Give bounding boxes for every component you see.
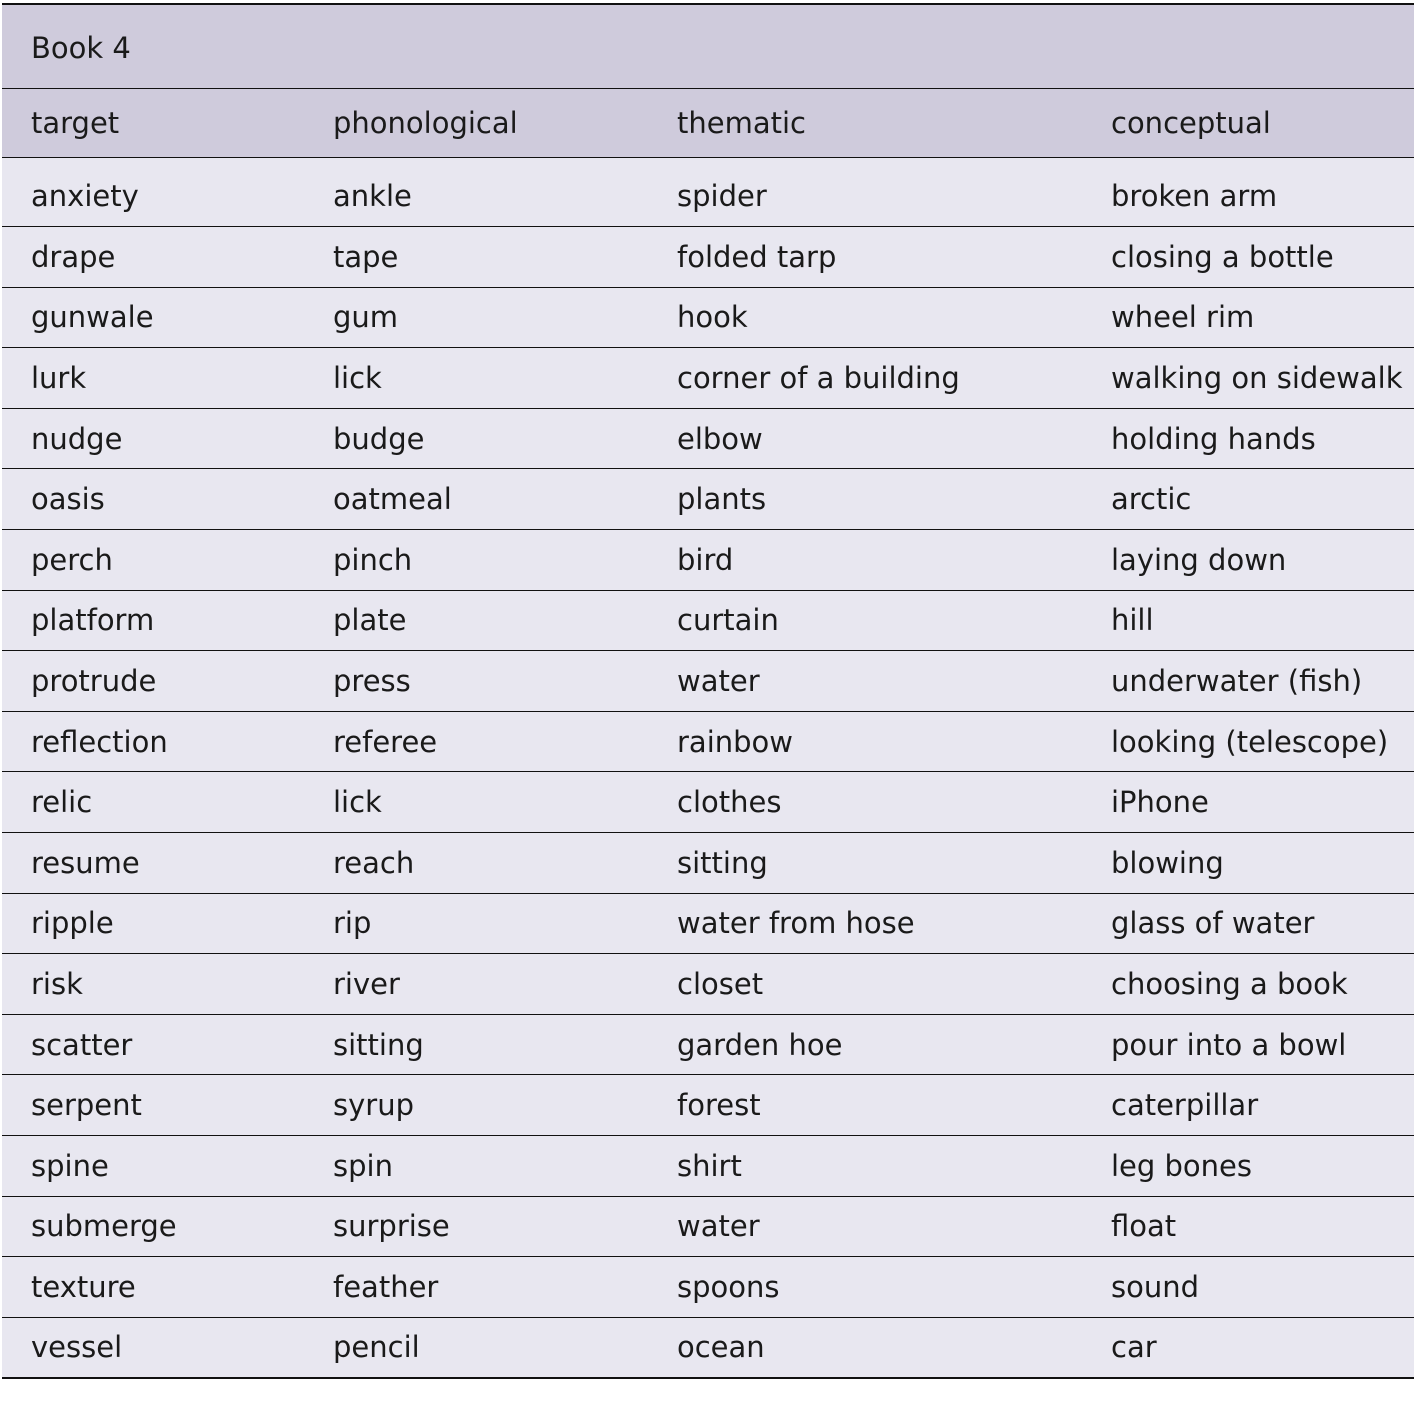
cell-conceptual: holding hands <box>1082 408 1414 469</box>
cell-target: submerge <box>2 1196 304 1257</box>
cell-thematic: spoons <box>648 1257 1082 1318</box>
cell-phonological: referee <box>304 711 648 772</box>
cell-thematic: plants <box>648 469 1082 530</box>
cell-conceptual: broken arm <box>1082 166 1414 227</box>
cell-thematic: spider <box>648 166 1082 227</box>
cell-target: spine <box>2 1135 304 1196</box>
table-row <box>2 469 1414 530</box>
cell-target: drape <box>2 227 304 288</box>
table-row <box>2 1135 1414 1196</box>
cell-conceptual: arctic <box>1082 469 1414 530</box>
cell-thematic: forest <box>648 1075 1082 1136</box>
cell-conceptual: car <box>1082 1317 1414 1378</box>
cell-phonological: surprise <box>304 1196 648 1257</box>
cell-target: ripple <box>2 893 304 954</box>
cell-thematic: sitting <box>648 832 1082 893</box>
table-row <box>2 1196 1414 1257</box>
cell-target: risk <box>2 954 304 1015</box>
cell-thematic: rainbow <box>648 711 1082 772</box>
cell-phonological: pinch <box>304 529 648 590</box>
cell-phonological: gum <box>304 287 648 348</box>
table-caption-row <box>2 4 1414 89</box>
cell-phonological: reach <box>304 832 648 893</box>
cell-phonological: oatmeal <box>304 469 648 530</box>
cell-phonological: feather <box>304 1257 648 1318</box>
cell-thematic: elbow <box>648 408 1082 469</box>
table-row <box>2 1317 1414 1378</box>
word-table-container <box>2 3 1414 1379</box>
cell-thematic: water <box>648 651 1082 712</box>
cell-target: reflection <box>2 711 304 772</box>
table-row <box>2 954 1414 1015</box>
cell-phonological: plate <box>304 590 648 651</box>
cell-target: texture <box>2 1257 304 1318</box>
cell-thematic: water from hose <box>648 893 1082 954</box>
cell-thematic: curtain <box>648 590 1082 651</box>
cell-target: oasis <box>2 469 304 530</box>
cell-phonological: river <box>304 954 648 1015</box>
cell-thematic: folded tarp <box>648 227 1082 288</box>
cell-target: platform <box>2 590 304 651</box>
cell-phonological: tape <box>304 227 648 288</box>
cell-thematic: water <box>648 1196 1082 1257</box>
table-row <box>2 651 1414 712</box>
cell-phonological: spin <box>304 1135 648 1196</box>
cell-target: relic <box>2 772 304 833</box>
cell-target: lurk <box>2 348 304 409</box>
table-row <box>2 227 1414 288</box>
cell-phonological: sitting <box>304 1014 648 1075</box>
cell-conceptual: wheel rim <box>1082 287 1414 348</box>
cell-phonological: syrup <box>304 1075 648 1136</box>
cell-target: vessel <box>2 1317 304 1378</box>
cell-conceptual: closing a bottle <box>1082 227 1414 288</box>
cell-thematic: closet <box>648 954 1082 1015</box>
cell-phonological: pencil <box>304 1317 648 1378</box>
cell-thematic: shirt <box>648 1135 1082 1196</box>
table-header-row <box>2 89 1414 158</box>
cell-conceptual: hill <box>1082 590 1414 651</box>
cell-conceptual: pour into a bowl <box>1082 1014 1414 1075</box>
cell-phonological: lick <box>304 772 648 833</box>
cell-conceptual: sound <box>1082 1257 1414 1318</box>
column-header-thematic: thematic <box>648 89 1082 158</box>
cell-target: anxiety <box>2 166 304 227</box>
table-row <box>2 1014 1414 1075</box>
table-row <box>2 832 1414 893</box>
table-caption: Book 4 <box>2 4 1414 89</box>
table-row <box>2 1257 1414 1318</box>
table-row <box>2 287 1414 348</box>
table-row <box>2 408 1414 469</box>
cell-thematic: bird <box>648 529 1082 590</box>
cell-thematic: corner of a building <box>648 348 1082 409</box>
cell-target: serpent <box>2 1075 304 1136</box>
table-row <box>2 893 1414 954</box>
cell-phonological: budge <box>304 408 648 469</box>
cell-target: gunwale <box>2 287 304 348</box>
table-row <box>2 1075 1414 1136</box>
cell-conceptual: choosing a book <box>1082 954 1414 1015</box>
cell-conceptual: iPhone <box>1082 772 1414 833</box>
cell-target: resume <box>2 832 304 893</box>
table-body <box>2 158 1414 1379</box>
cell-phonological: lick <box>304 348 648 409</box>
cell-target: perch <box>2 529 304 590</box>
cell-target: scatter <box>2 1014 304 1075</box>
table-row <box>2 166 1414 227</box>
cell-thematic: ocean <box>648 1317 1082 1378</box>
cell-phonological: rip <box>304 893 648 954</box>
table-row <box>2 772 1414 833</box>
cell-thematic: clothes <box>648 772 1082 833</box>
cell-conceptual: float <box>1082 1196 1414 1257</box>
cell-conceptual: blowing <box>1082 832 1414 893</box>
column-header-target: target <box>2 89 304 158</box>
cell-conceptual: looking (telescope) <box>1082 711 1414 772</box>
cell-conceptual: walking on sidewalk <box>1082 348 1414 409</box>
table-row <box>2 529 1414 590</box>
cell-conceptual: glass of water <box>1082 893 1414 954</box>
cell-thematic: garden hoe <box>648 1014 1082 1075</box>
cell-conceptual: caterpillar <box>1082 1075 1414 1136</box>
cell-phonological: ankle <box>304 166 648 227</box>
table-row <box>2 590 1414 651</box>
cell-conceptual: underwater (fish) <box>1082 651 1414 712</box>
column-header-conceptual: conceptual <box>1082 89 1414 158</box>
cell-phonological: press <box>304 651 648 712</box>
table-row <box>2 711 1414 772</box>
table-row <box>2 348 1414 409</box>
cell-conceptual: leg bones <box>1082 1135 1414 1196</box>
cell-thematic: hook <box>648 287 1082 348</box>
table-body-spacer <box>2 158 1414 167</box>
cell-target: nudge <box>2 408 304 469</box>
column-header-phonological: phonological <box>304 89 648 158</box>
word-table <box>2 3 1414 1379</box>
cell-target: protrude <box>2 651 304 712</box>
cell-conceptual: laying down <box>1082 529 1414 590</box>
